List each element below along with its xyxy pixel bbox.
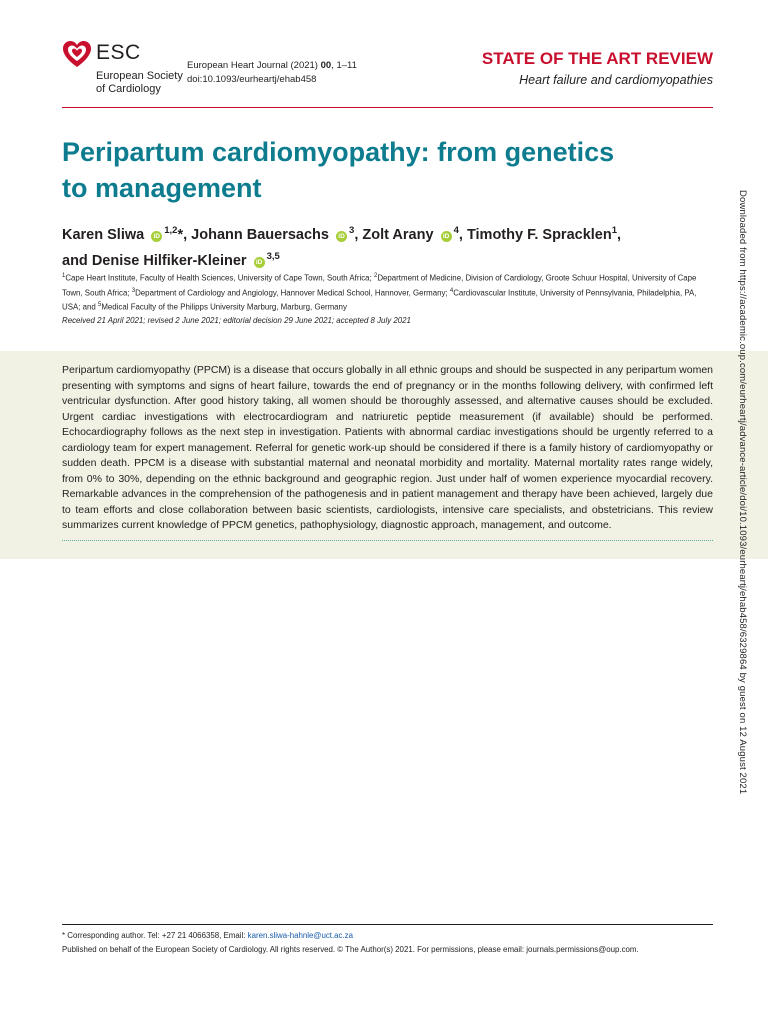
author-name[interactable]: Denise Hilfiker-Kleiner [91,252,247,269]
doi: doi:10.1093/eurheartj/ehab458 [187,74,317,85]
corresponding-author-note: * Corresponding author. Tel: +27 21 4066358, Email: karen.sliwa-hahnle@uct.ac.za [62,931,354,940]
copyright-note: Published on behalf of the European Society of Cardiology. All rights reserved. © The Author(s) 2021. For permissions, please email: journals.permissions@oup.com. [62,945,639,954]
affiliation: Department of Medicine, Division of Cardiology, Groote Schuur Hospital, University of Cape Town, South Africa; [62,273,697,298]
title-line-1: Peripartum cardiomyopathy: from genetics [62,137,615,167]
author-affiliation-ref: 3 [349,225,355,236]
affiliation: Cardiovascular Institute, University of Pennsylvania, Philadelphia, PA, USA; and [62,288,697,312]
corresponding-mark: * [177,226,184,243]
abstract-text: Peripartum cardiomyopathy (PPCM) is a disease that occurs globally in all ethnic groups and should be suspected in any peripartum women presenting with symptoms and signs of heart failure, towards the end of pregnancy or in the months following delivery, with confirmed left ventricular dysfunction. After good history taking, all women should be thoroughly assessed, and alternative causes should be excluded. Urgent cardiac investigations with electrocardiogram and natriuretic peptide measurement (if available) should be performed. Echocardiography follows as the next step in investigation. Patients with abnormal cardiac investigations should be urgently referred to a cardiology team for expert management. Referral for genetic work-up should be considered if there is a family history of cardiomyopathy or sudden death. PPCM is a disease with substantial maternal and neonatal morbidity and mortality. Maternal mortality rates range widely, from 0% to 30%, depending on the ethnic background and geographic region. Just under half of women experience myocardial recovery. Remarkable advances in the comprehension of the pathogenesis and in patient management and therapy have been achieved, largely due to team efforts and close collaboration between basic scientists, cardiologists, intensive care specialists, and obstetricians. This review summarizes current knowledge of PPCM genetics, pathophysiology, diagnostic approach, management, and outcome. [62,364,713,531]
download-note-text: Downloaded from https://academic.oup.com/eurheartj/advance-article/doi/10.1093/eurheartj/ehab458/6329864 by guest on 12 August 2021 [737,190,748,795]
affiliation: Medical Faculty of the Philipps University Marburg, Marburg, Germany [101,302,347,312]
orcid-icon[interactable]: iD [441,231,452,242]
author-name[interactable]: Zolt Arany [362,226,434,243]
title-line-2: to management [62,173,262,203]
esc-logo [62,40,182,96]
affiliations: $^1$Cape Heart Institute, Faculty of Health Sciences, University of Cape Town, South Africa; $^2$Department of Medicine, Division of Cardiology, Groote Schuur Hospital, University of Cape Town, South Africa; $^3$Department of Cardiology and Angiology, Hannover Medical School, Hannover, Germany; $^4$Cardiovascular Institute, University of Pennsylvania, Philadelphia, PA, USA; and $^5$Medical Faculty of the Philipps University Marburg, Marburg, Germany [62,273,697,312]
logo-name-line-2: of Cardiology [96,83,161,95]
journal-citation-line [187,59,357,73]
publication-dates: Received 21 April 2021; revised 2 June 2021; editorial decision 29 June 2021; accepted 8 July 2021 [62,316,411,325]
download-watermark [734,190,750,830]
header-divider [62,107,713,108]
journal-citation [187,59,357,87]
abstract-panel [0,351,768,559]
article-title [62,134,682,206]
author-name[interactable]: Karen Sliwa [62,226,145,243]
citation-volume: 00 [320,60,332,71]
author-name[interactable]: Johann Bauersachs [191,226,329,243]
citation-prefix: European Heart Journal (2021) [187,60,321,71]
orcid-icon[interactable]: iD [151,231,162,242]
author-email-link[interactable]: karen.sliwa-hahnle@uct.ac.za [247,931,354,940]
author-list: Karen Sliwa iD$^{1,2}$*, Johann Bauersachs $iD^3$, Zolt Arany $iD^4$, Timothy F. Spracklen$^1$, and Denise Hilfiker-Kleiner iD$^{3,5}$ [62,225,622,269]
author-affiliation-ref: 1,2 [164,225,178,236]
article-type: STATE OF THE ART REVIEW [481,49,713,68]
affiliation: Cape Heart Institute, Faculty of Health Sciences, University of Cape Town, South Africa; [65,273,374,283]
author-affiliation-ref: 3,5 [266,250,280,262]
author-affiliation-ref: 4 [453,225,459,236]
abstract-divider [62,540,713,541]
logo-name-line-1: European Society [96,70,183,82]
orcid-icon[interactable]: iD [254,257,265,268]
citation-pages: , 1–11 [331,60,357,71]
author-name[interactable]: Timothy F. Spracklen [466,226,612,243]
orcid-icon[interactable]: iD [336,231,347,242]
logo-acronym: ESC [96,41,141,64]
affiliation: Department of Cardiology and Angiology, Hannover Medical School, Hannover, Germany; [135,288,450,298]
footnote-divider [62,924,713,925]
subject-category: Heart failure and cardiomyopathies [519,73,713,87]
author-affiliation-ref: 1 [611,225,618,236]
heart-logo-icon [62,40,92,70]
